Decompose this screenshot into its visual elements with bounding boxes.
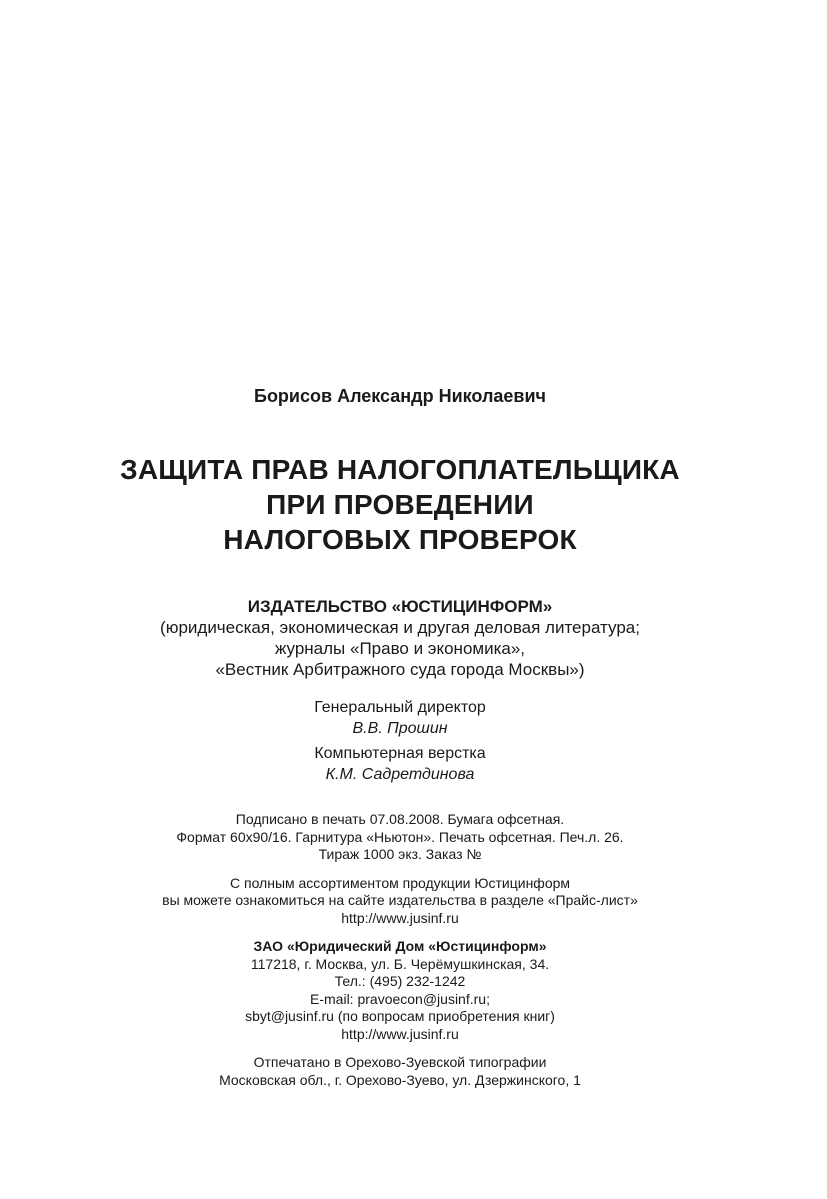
publisher-block — [0, 596, 800, 680]
print-info-line: Тираж 1000 экз. Заказ № — [318, 846, 482, 862]
layout-name: К.М. Садретдинова — [325, 766, 475, 783]
title-line: ЗАЩИТА ПРАВ НАЛОГОПЛАТЕЛЬЩИКА — [120, 454, 680, 485]
printer-line: Отпечатано в Орехово-Зуевской типографии — [253, 1054, 547, 1070]
book-title — [0, 452, 800, 557]
assortment-line: С полным ассортиментом продукции Юстицинформ — [229, 874, 571, 891]
printer-line: Московская обл., г. Орехово-Зуево, ул. Дзержинского, 1 — [219, 1071, 581, 1088]
company-address: 117218, г. Москва, ул. Б. Черёмушкинская, 34. — [250, 955, 550, 972]
company-name: ЗАО «Юридический Дом «Юстицинформ» — [253, 938, 547, 954]
print-info-line: Формат 60х90/16. Гарнитура «Ньютон». Печать офсетная. Печ.л. 26. — [176, 828, 624, 845]
imprint-block — [0, 811, 800, 1089]
company-website-link[interactable]: http://www.jusinf.ru — [341, 1025, 459, 1042]
publisher-name: ИЗДАТЕЛЬСТВО «ЮСТИЦИНФОРМ» — [247, 597, 553, 616]
company-email[interactable]: E-mail: pravoecon@jusinf.ru; — [310, 990, 490, 1007]
publisher-line: «Вестник Арбитражного суда города Москвы») — [215, 660, 585, 679]
director-role: Генеральный директор — [314, 699, 486, 716]
layout-role: Компьютерная верстка — [314, 745, 486, 762]
website-link[interactable]: http://www.jusinf.ru — [341, 909, 459, 926]
author-name: Борисов Александр Николаевич — [254, 386, 546, 406]
title-line: ПРИ ПРОВЕДЕНИИ — [266, 489, 534, 520]
company-sales-email[interactable]: sbyt@jusinf.ru (по вопросам приобретения книг) — [245, 1008, 555, 1024]
print-info-line: Подписано в печать 07.08.2008. Бумага офсетная. — [235, 811, 565, 827]
assortment-line: вы можете ознакомиться на сайте издательства в разделе «Прайс-лист» — [162, 892, 638, 908]
title-line: НАЛОГОВЫХ ПРОВЕРОК — [223, 524, 577, 555]
director-name: В.В. Прошин — [352, 720, 448, 737]
publisher-line: (юридическая, экономическая и другая деловая литература; — [160, 618, 640, 637]
publisher-line: журналы «Право и экономика», — [274, 639, 526, 658]
company-phone: Тел.: (495) 232-1242 — [334, 973, 466, 989]
staff-block — [0, 697, 800, 785]
